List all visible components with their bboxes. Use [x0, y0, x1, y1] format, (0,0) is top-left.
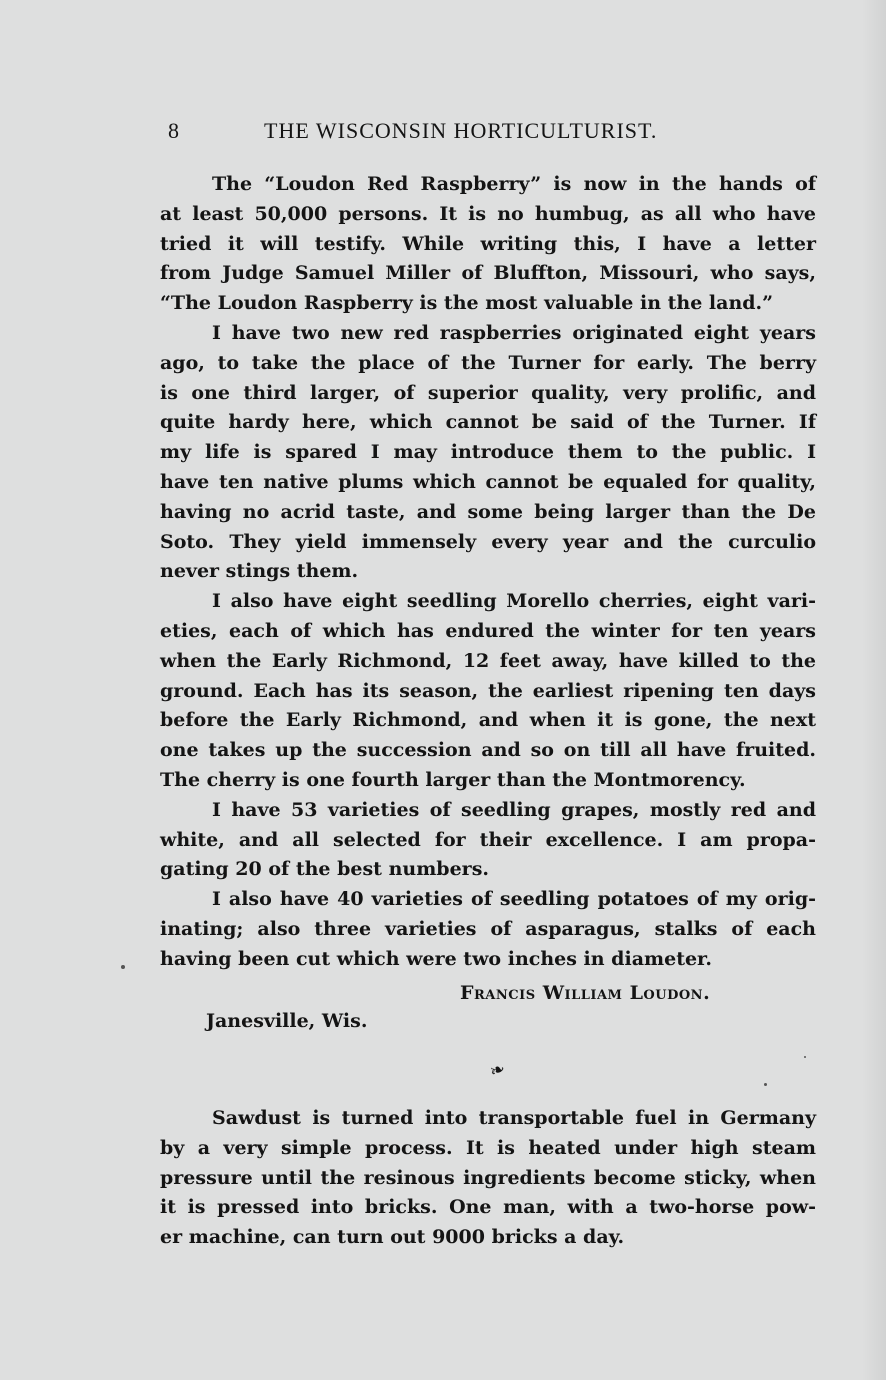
paragraph [160, 1104, 816, 1253]
text-line: when the Early Richmond, 12 feet away, have killed to the [160, 649, 816, 672]
text-line: I have 53 varieties of seedling grapes, mostly red and [212, 798, 816, 821]
article-sawdust [160, 1104, 816, 1253]
print-speck [121, 965, 125, 969]
fleuron-icon: ❧ [486, 1058, 509, 1083]
text-line: pressure until the resinous ingredients become sticky, when [160, 1166, 816, 1189]
text-line: having no acrid taste, and some being larger than the De [160, 500, 816, 523]
running-head: THE WISCONSIN HORTICULTURIST. [264, 118, 658, 143]
paragraph [160, 170, 816, 319]
paragraph [160, 319, 816, 587]
text-line: gating 20 of the best numbers. [160, 858, 490, 881]
page-edge-shadow [862, 0, 886, 1380]
text-line: “The Loudon Raspberry is the most valuable in the land.” [160, 292, 774, 315]
text-line: from Judge Samuel Miller of Bluffton, Missouri, who says, [160, 262, 816, 285]
text-line: Sawdust is turned into transportable fuel in Germany [212, 1107, 816, 1129]
text-line: never stings them. [160, 560, 359, 583]
text-line: er machine, can turn out 9000 bricks a day. [160, 1226, 625, 1249]
paragraph [160, 796, 816, 885]
paragraph [160, 885, 816, 974]
text-line: one takes up the succession and so on till all have fruited. [160, 739, 816, 762]
text-line: by a very simple process. It is heated under high steam [160, 1136, 816, 1159]
text-line: is one third larger, of superior quality, very prolific, and [160, 381, 816, 404]
text-line: it is pressed into bricks. One man, with a two-horse pow- [160, 1196, 816, 1219]
text-line: inating; also three varieties of asparagus, stalks of each [160, 917, 816, 940]
text-line: at least 50,000 persons. It is no humbug, as all who have [160, 202, 816, 225]
text-line: Soto. They yield immensely every year and the curculio [160, 530, 816, 553]
text-line: I also have eight seedling Morello cherries, eight vari- [212, 590, 816, 613]
print-speck [804, 1056, 806, 1058]
author-signature: Francis William Loudon. [460, 982, 711, 1004]
text-line: I have two new red raspberries originated eight years [212, 321, 816, 344]
text-line: before the Early Richmond, and when it is gone, the next [160, 709, 816, 732]
text-line: tried it will testify. While writing this, I have a letter [160, 232, 816, 255]
text-line: eties, each of which has endured the winter for ten years [160, 619, 816, 642]
text-line: I also have 40 varieties of seedling potatoes of my orig- [212, 888, 816, 911]
text-line: quite hardy here, which cannot be said of the Turner. If [160, 411, 816, 434]
text-line: The cherry is one fourth larger than the Montmorency. [160, 768, 746, 791]
text-line: ground. Each has its season, the earliest ripening ten days [160, 679, 816, 702]
author-place: Janesville, Wis. [206, 1010, 368, 1032]
paragraph [160, 587, 816, 796]
print-speck [764, 1083, 767, 1086]
article-loudon [160, 170, 816, 975]
page-number: 8 [168, 118, 180, 143]
page-header [168, 118, 716, 148]
text-line: The “Loudon Red Raspberry” is now in the hands of [212, 173, 816, 195]
text-line: my life is spared I may introduce them to the public. I [160, 441, 816, 464]
text-line: having been cut which were two inches in diameter. [160, 947, 712, 970]
text-line: have ten native plums which cannot be equaled for quality, [160, 470, 816, 493]
text-line: ago, to take the place of the Turner for early. The berry [160, 351, 816, 374]
text-line: white, and all selected for their excellence. I am propa- [160, 828, 816, 851]
